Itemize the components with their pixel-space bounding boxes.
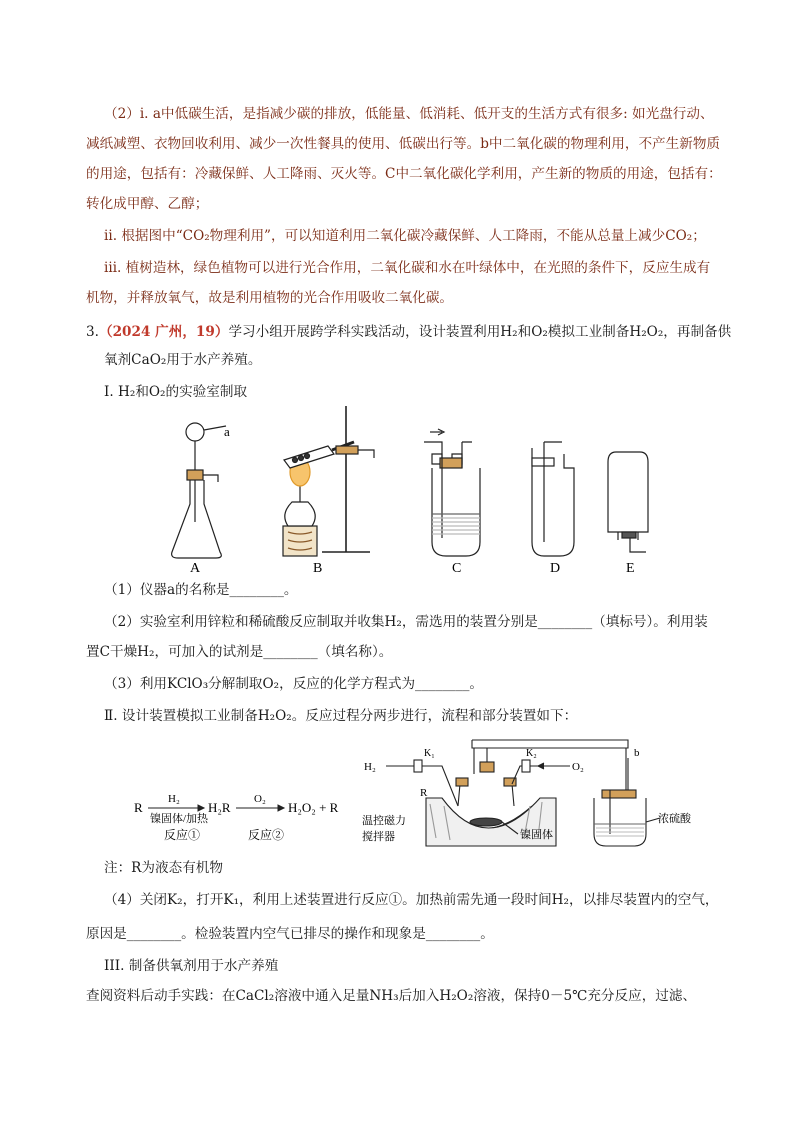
label-C: C bbox=[452, 561, 462, 576]
separatory-funnel-bulb bbox=[186, 423, 204, 441]
label-a: a bbox=[224, 424, 230, 439]
device-stirrer-1: 温控磁力 bbox=[362, 815, 406, 827]
device-o2: O₂ bbox=[572, 761, 584, 773]
flow-rxn2: 反应② bbox=[248, 828, 285, 842]
answer-line-7: 机物，并释放氧气，故是利用植物的光合作用吸收二氧化碳。 bbox=[86, 290, 454, 306]
device-acid: 浓硫酸 bbox=[658, 813, 691, 825]
question-1: （1）仪器a的名称是________。 bbox=[104, 582, 298, 598]
apparatus-figure bbox=[160, 402, 660, 578]
question-number: 3. bbox=[86, 324, 99, 340]
answer-line-1: （2）ⅰ. a中低碳生活，是指减少碳的排放，低能量、低消耗、低开支的生活方式有很多: 如光盘行动、 bbox=[104, 106, 714, 122]
question-source: （2024 广州，19） bbox=[98, 324, 229, 340]
device-k1: K₁ bbox=[424, 748, 435, 759]
label-A: A bbox=[190, 561, 201, 576]
label-B: B bbox=[313, 561, 323, 576]
question-2b: 置C干燥H₂，可加入的试剂是________（填名称）。 bbox=[86, 644, 393, 660]
question-2a: （2）实验室利用锌粒和稀硫酸反应制取并收集H₂，需选用的装置分别是________（填标号）。利用装 bbox=[104, 614, 708, 630]
flow-condition: 镍固体/加热 bbox=[150, 813, 209, 825]
label-E: E bbox=[626, 561, 635, 576]
flow-rxn1: 反应① bbox=[164, 828, 201, 842]
answer-line-4: 转化成甲醇、乙醇； bbox=[86, 196, 209, 212]
part2-title: Ⅱ. 设计装置模拟工业制备H₂O₂。反应过程分两步进行，流程和部分装置如下： bbox=[104, 708, 578, 724]
question-stem-text: 学习小组开展跨学科实践活动，设计装置利用H₂和O₂模拟工业制备H₂O₂，再制备供 bbox=[228, 324, 732, 340]
note: 注：R为液态有机物 bbox=[104, 860, 223, 876]
answer-line-2: 减纸减塑、衣物回收利用、减少一次性餐具的使用、低碳出行等。b中二氧化碳的物理利用，不产生新物质 bbox=[86, 136, 721, 152]
flow-r: R bbox=[134, 800, 143, 815]
label-D: D bbox=[550, 561, 561, 576]
part1-title: Ⅰ. H₂和O₂的实验室制取 bbox=[104, 384, 248, 400]
question-3: （3）利用KClO₃分解制取O₂，反应的化学方程式为________。 bbox=[104, 676, 484, 692]
device-k2: K₂ bbox=[526, 748, 537, 759]
answer-line-6: ⅲ. 植树造林，绿色植物可以进行光合作用，二氧化碳和水在叶绿体中，在光照的条件下，反应生成有 bbox=[104, 260, 711, 276]
flow-h2r: H₂R bbox=[208, 800, 231, 815]
flow-product: H₂O₂ + R bbox=[288, 800, 339, 815]
device-b: b bbox=[634, 747, 640, 759]
question-4a: （4）关闭K₂，打开K₁，利用上述装置进行反应①。加热前需先通一段时间H₂，以排尽装置内的空气， bbox=[104, 892, 719, 908]
flow-h2: H₂ bbox=[168, 793, 180, 805]
question-stem bbox=[86, 322, 731, 342]
device-h2: H₂ bbox=[364, 761, 376, 773]
reaction-flow bbox=[130, 786, 370, 842]
part3-title: III. 制备供氧剂用于水产养殖 bbox=[104, 958, 279, 974]
answer-line-5: ⅱ. 根据图中“CO₂物理利用”，可以知道利用二氧化碳冷藏保鲜、人工降雨，不能从总量上减少CO₂； bbox=[104, 228, 706, 244]
device-r: R bbox=[420, 787, 428, 799]
device-nickel: 镍固体 bbox=[520, 829, 553, 841]
reaction-device bbox=[360, 734, 710, 850]
flow-o2: O₂ bbox=[254, 793, 266, 805]
answer-line-3: 的用途，包括有：冷藏保鲜、人工降雨、灭火等。C中二氧化碳化学利用，产生新的物质的用途，包括有： bbox=[86, 166, 722, 182]
device-stirrer-2: 搅拌器 bbox=[362, 831, 395, 843]
question-4b: 原因是________。检验装置内空气已排尽的操作和现象是________。 bbox=[86, 926, 494, 942]
part3-text: 查阅资料后动手实践：在CaCl₂溶液中通入足量NH₃后加入H₂O₂溶液，保持0－5℃充分反应，过滤、 bbox=[86, 988, 697, 1004]
question-stem-2: 氧剂CaO₂用于水产养殖。 bbox=[104, 352, 262, 368]
